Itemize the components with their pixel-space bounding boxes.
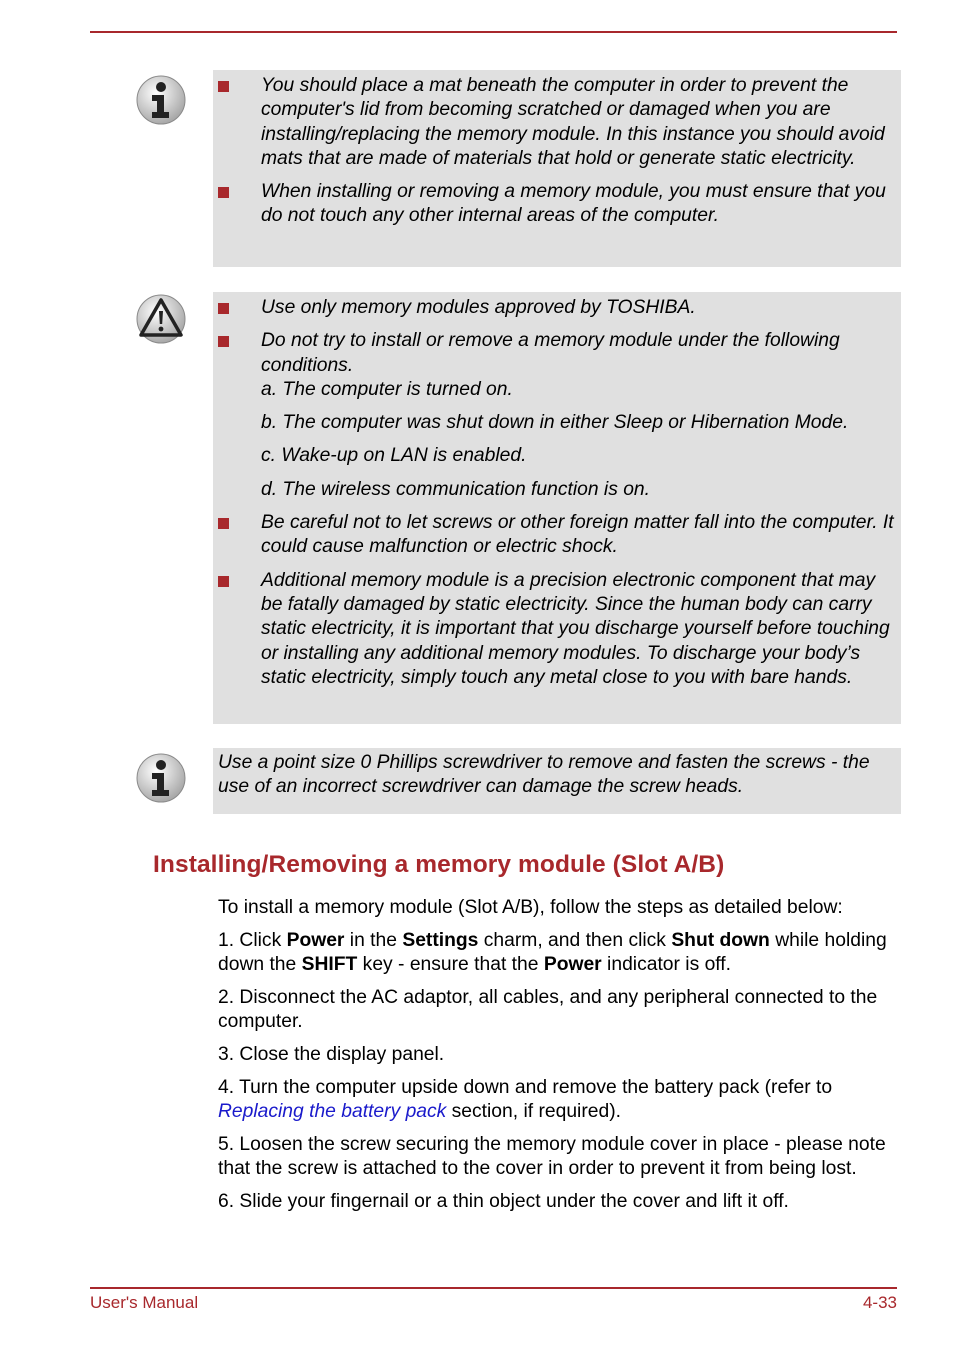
- step-3: 3. Close the display panel.: [218, 1043, 445, 1065]
- shift-label: SHIFT: [301, 954, 358, 976]
- step-text: charm, and then click: [478, 929, 672, 951]
- step-text: indicator is off.: [601, 954, 732, 976]
- condition-b: b. The computer was shut down in either Sleep or Hibernation Mode.: [261, 412, 849, 434]
- list-item: [213, 511, 895, 560]
- step-4: [218, 1076, 898, 1125]
- step-text: key - ensure that the: [357, 954, 544, 976]
- list-item: [213, 329, 895, 378]
- condition-d: d. The wireless communication function is on.: [261, 478, 651, 500]
- caution-text: Do not try to install or remove a memory module under the following conditions.: [261, 330, 840, 376]
- list-item: [213, 180, 895, 229]
- shut-down-label: Shut down: [671, 929, 770, 951]
- condition-a: a. The computer is turned on.: [261, 378, 513, 400]
- power-label: Power: [286, 929, 345, 951]
- section-heading: Installing/Removing a memory module (Slot A/B): [153, 851, 725, 878]
- power-indicator-label: Power: [543, 954, 602, 976]
- warning-icon: [135, 293, 187, 345]
- note-text: Use a point size 0 Phillips screwdriver to remove and fasten the screws - the use of an incorrect screwdriver can damage the screw heads.: [218, 752, 870, 798]
- caution-text: Additional memory module is a precision electronic component that may be fatally damaged by static electricity. Since the human body can carry static electricity, it is important that you discharge yourself before touching or installing any additional memory modules. To discharge your body’s static electricity, simply touch any metal close to you with bare hands.: [261, 569, 890, 688]
- caution-box: [213, 292, 901, 724]
- bullet-square: [218, 576, 229, 587]
- bullet-square: [218, 303, 229, 314]
- info-icon: [135, 752, 187, 804]
- note-box-screwdriver: [213, 748, 901, 814]
- note-text: You should place a mat beneath the computer in order to prevent the computer's lid from becoming scratched or damaged when you are installing/replacing the memory module. In this instance you should avoid mats that are made of materials that hold or generate static electricity.: [261, 75, 885, 169]
- settings-label: Settings: [402, 929, 479, 951]
- section-body: [218, 896, 898, 1223]
- list-item: [213, 569, 895, 690]
- bullet-square: [218, 187, 229, 198]
- step-text: 4. Turn the computer upside down and remove the battery pack (refer to: [218, 1076, 833, 1098]
- caution-text: Use only memory modules approved by TOSHIBA.: [261, 297, 696, 318]
- page-number: 4-33: [862, 1293, 897, 1312]
- step-1: [218, 929, 898, 978]
- step-text: section, if required).: [446, 1101, 621, 1123]
- step-5: 5. Loosen the screw securing the memory module cover in place - please note that the screw is attached to the cover in order to prevent it from being lost.: [218, 1133, 886, 1180]
- bullet-square: [218, 518, 229, 529]
- step-text: 1. Click: [218, 929, 287, 951]
- bullet-square: [218, 81, 229, 92]
- step-6: 6. Slide your fingernail or a thin object under the cover and lift it off.: [218, 1190, 789, 1212]
- note-text: When installing or removing a memory module, you must ensure that you do not touch any other internal areas of the computer.: [261, 181, 886, 227]
- caution-text: Be careful not to let screws or other foreign matter fall into the computer. It could cause malfunction or electric shock.: [261, 512, 894, 558]
- step-text: while holding down the: [218, 929, 887, 976]
- info-icon: [135, 74, 187, 126]
- bottom-rule: [90, 1287, 897, 1289]
- bullet-square: [218, 336, 229, 347]
- list-item: [213, 296, 895, 320]
- replacing-battery-pack-link[interactable]: Replacing the battery pack: [218, 1101, 447, 1123]
- intro-paragraph: To install a memory module (Slot A/B), follow the steps as detailed below:: [218, 897, 843, 918]
- list-item: [213, 74, 895, 171]
- note-box-mat: [213, 70, 901, 267]
- footer-title: User's Manual: [90, 1293, 199, 1312]
- top-rule: [90, 31, 897, 33]
- step-2: 2. Disconnect the AC adaptor, all cables, and any peripheral connected to the computer.: [218, 986, 878, 1033]
- condition-c: c. Wake-up on LAN is enabled.: [261, 445, 527, 467]
- step-text: in the: [344, 929, 403, 951]
